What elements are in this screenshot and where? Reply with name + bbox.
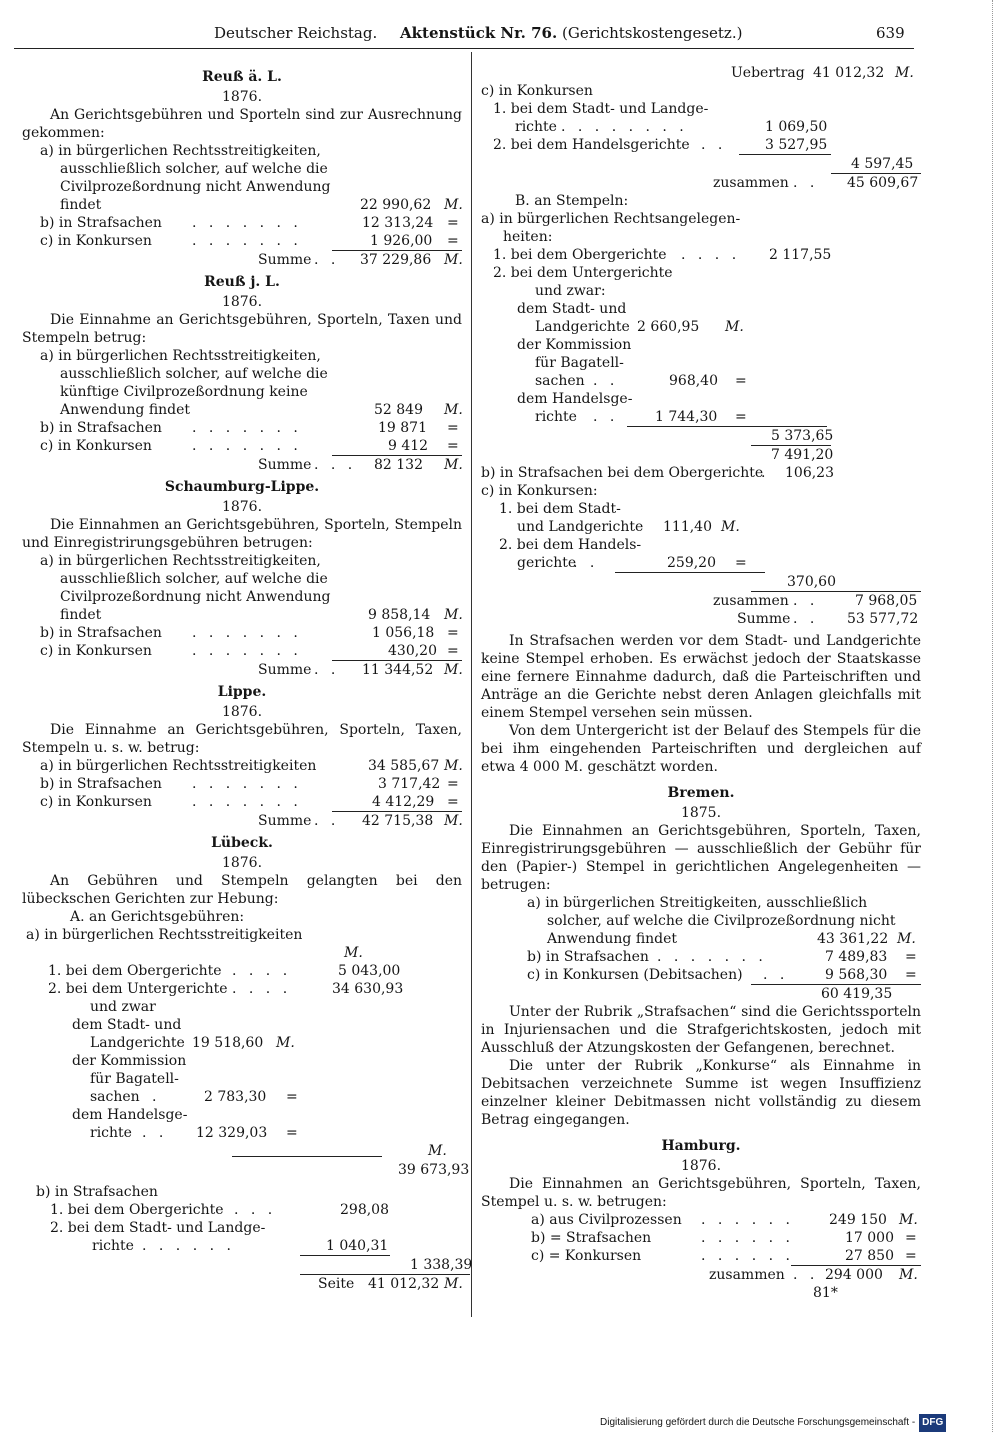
item-c2: 2. bei dem Handelsgerichte . . 3 527,95 bbox=[493, 137, 828, 153]
section-title: Reuß j. L. bbox=[204, 274, 280, 290]
item-a1: 1. bei dem Obergerichte . . . . 5 043,00 bbox=[48, 963, 401, 979]
item-a2-value: 34 630,93 bbox=[332, 981, 404, 997]
luebeck-note-1: In Strafsachen werden vor dem Stadt- und Landgerichte keine Stempel erhoben. Es erwächst jedoch der Staatskasse eine fernere Einnahme dadurch, daß die Parteischriften und Anträge an die Gerichte nebst deren Anlagen gleichfalls mit einem Stempel versehen sein müssen. bbox=[481, 633, 921, 721]
section-lippe bbox=[22, 683, 462, 830]
item-c1: richte . . . . . . . . 1 069,50 bbox=[515, 119, 828, 135]
item-s-value: 2 660,95 bbox=[637, 319, 700, 335]
dfg-logo: DFG bbox=[919, 1414, 946, 1432]
header-title: Deutscher Reichstag. bbox=[214, 24, 378, 42]
item-c: c) in Konkursen (Debitsachen) . . 9 568,30 = bbox=[527, 967, 917, 983]
uebertrag: Uebertrag 41 012,32 M. bbox=[731, 65, 914, 81]
item-sum: Summe . . . 82 132 M. bbox=[258, 457, 463, 473]
item-a-label: a) in bürgerlichen Streitigkeiten, ausschließlich solcher, auf welche die Civilprozeßordnung nicht Anwendung findet bbox=[527, 895, 896, 947]
item-a-value: 43 361,22 bbox=[817, 931, 889, 947]
c-total-value: 4 597,45 bbox=[851, 156, 914, 172]
item-sum: Summe . . 37 229,86 M. bbox=[258, 252, 463, 268]
item-ba1-value: 2 117,55 bbox=[769, 247, 832, 263]
section-schaumburg-lippe: Schaumburg-Lippe. 1876. Die Einnahmen an Gerichtsgebühren, Sporteln, Stempeln und Einregistrirungsgebühren betrugen: a) in bürgerlichen Rechtsstreitigkeiten, ausschließlich solcher, auf welche die Civilprozeßordnung nicht Anwendung findet 9 858,14 M. b) in Strafsachen . . . . . . . 1 056,18 = c) in Konkursen . . . . . . . 430,20 = Summe . . 11 344,52 M. bbox=[22, 479, 463, 678]
running-header bbox=[0, 24, 1000, 46]
item-c-value: 9 412 bbox=[388, 438, 429, 454]
item-a2: 2. bei dem Untergerichte . . . . 34 630,93 bbox=[48, 981, 404, 997]
ba2-total-value: 5 373,65 bbox=[771, 428, 834, 444]
item-c-value: 4 412,29 bbox=[372, 794, 435, 810]
section-intro: Die Einnahmen an Gerichtsgebühren, Sporteln, Stempeln und Einregistrirungsgebühren betrugen: bbox=[22, 517, 462, 551]
b-total-value: 1 338,39 bbox=[410, 1257, 473, 1273]
item-a-value: 52 849 bbox=[374, 402, 423, 418]
a-total-rule bbox=[232, 1156, 382, 1157]
item-seite: Seite 41 012,32 M. bbox=[318, 1276, 463, 1292]
item-c-value: 430,20 bbox=[388, 643, 437, 659]
section-luebeck-continued: Uebertrag 41 012,32 M. c) in Konkursen 1. bei dem Stadt- und Landge- richte . . . . . . . . 1 069,50 2. bei dem Handelsgerichte . . 3 527,95 4 597,45 zusammen . . 45 609,67 B. an Stempeln: a) in bürgerlichen Rechtsangelegen- heiten: 1. bei dem Obergerichte . . . . 2 117,55 2. bei dem Untergerichte und zwar: dem Stadt- und Landgerichte 2 660,95 M. der Kommission für Bagatell- sachen . . 968,40 = dem Handelsge- richte . . 1 744,30 = 5 373,65 7 491,20 b) in Strafsachen bei dem Obergerichte . 106,23 c) in Konkursen: 1. bei dem Stadt- und Landgerichte 111,40 M. 2. bei dem Handels- gerichte . . 259,20 = 370,60 zusammen . . 7 968,05 Summe . . 53 577,72 In Strafsachen werden vor dem Stadt- und Landgerichte keine Stempel erhoben. Es erwächst jedoch der Staatskasse eine fernere Einnahme dadurch, daß die Parteischriften und Anträge an die Gerichte nebst deren Anlagen gleichfalls mit einem Stempel versehen sein müssen. Von dem Untergericht ist der Belauf des Stempels für die bei ihm eingehenden Parteischriften und dergleichen auf etwa 4 000 M. geschätzt worden. bbox=[481, 65, 921, 775]
item-b-total bbox=[22, 1256, 473, 1274]
item-a-label: a) in bürgerlichen Rechtsstreitigkeiten, ausschließlich solcher, auf welche die künftige Civilprozeßordnung keine Anwendung findet bbox=[40, 348, 328, 418]
item-k-value: 968,40 bbox=[669, 373, 718, 389]
scan-edge bbox=[992, 0, 1000, 1432]
item-stadt: Landgerichte 19 518,60 M. bbox=[90, 1035, 295, 1051]
section-year: 1876. bbox=[221, 704, 263, 720]
item-k: sachen . . 968,40 = bbox=[535, 373, 747, 389]
item-komm-value: 2 783,30 bbox=[204, 1089, 267, 1105]
item-bc2-value: 259,20 bbox=[667, 555, 716, 571]
sum-value: 82 132 bbox=[374, 457, 423, 473]
right-column bbox=[481, 64, 921, 1302]
item-c-value: 27 850 bbox=[845, 1248, 894, 1264]
section-title: Lippe. bbox=[217, 684, 267, 700]
item-b: b) in Strafsachen . . . . . . . 1 056,18 = bbox=[40, 625, 459, 641]
item-b-value: 12 313,24 bbox=[362, 215, 434, 231]
item-c2-value: 3 527,95 bbox=[765, 137, 828, 153]
item-b-value: 7 489,83 bbox=[825, 949, 888, 965]
bremen-note-1: Unter der Rubrik „Strafsachen“ sind die Gerichtssporteln in Injuriensachen und die Strafgerichtskosten, jedoch mit Ausschluß der Atzungskosten der Gefangenen, berechnet. bbox=[481, 1004, 921, 1056]
item-c: c) = Konkursen . . . . . . 27 850 = bbox=[531, 1248, 917, 1264]
item-c: c) in Konkursen . . . . . . . 1 926,00 = bbox=[40, 233, 459, 249]
item-a-value: 22 990,62 bbox=[360, 197, 432, 213]
item-b-label: b) in Strafsachen bbox=[36, 1184, 158, 1200]
page-number: 639 bbox=[876, 24, 905, 42]
uebertrag-value: 41 012,32 bbox=[813, 65, 885, 81]
item-sum: Summe . . 42 715,38 M. bbox=[258, 813, 463, 829]
item-s: Landgerichte 2 660,95 M. bbox=[535, 319, 744, 335]
item-a: a) aus Civilprozessen . . . . . . 249 150 M. bbox=[531, 1212, 918, 1228]
item-b-value: 17 000 bbox=[845, 1230, 894, 1246]
item-b: b) in Strafsachen . . . . . . . 3 717,42 = bbox=[40, 776, 459, 792]
item-bb-value: 106,23 bbox=[785, 465, 834, 481]
item-handel-value: 12 329,03 bbox=[196, 1125, 268, 1141]
item-bc2: gerichte . . 259,20 = bbox=[517, 555, 747, 571]
item-sum: zusammen . . 294 000 M. bbox=[709, 1267, 918, 1283]
item-b1-value: 298,08 bbox=[340, 1202, 389, 1218]
column-divider bbox=[471, 52, 472, 1317]
section-title: Lübeck. bbox=[211, 835, 273, 851]
item-ba2-total bbox=[481, 427, 921, 445]
item-a-value: 9 858,14 bbox=[368, 607, 431, 623]
item-c-total bbox=[481, 155, 921, 173]
item-b: b) = Strafsachen . . . . . . 17 000 = bbox=[531, 1230, 917, 1246]
summe-value: 53 577,72 bbox=[847, 611, 919, 627]
section-intro: An Gerichtsgebühren und Sporteln sind zur Ausrechnung gekommen: bbox=[22, 107, 462, 141]
signature-mark: 81* bbox=[813, 1285, 838, 1301]
item-a1-value: 5 043,00 bbox=[338, 963, 401, 979]
zusammen1-value: 45 609,67 bbox=[847, 175, 919, 191]
footer-text: Digitalisierung gefördert durch die Deutsche Forschungsgemeinschaft - bbox=[600, 1417, 916, 1428]
item-h: richte . . 1 744,30 = bbox=[535, 409, 747, 425]
item-handel: richte . . 12 329,03 = bbox=[90, 1125, 298, 1141]
left-column bbox=[22, 64, 473, 1293]
seite-value: 41 012,32 bbox=[368, 1276, 440, 1292]
item-bc1-value: 111,40 bbox=[663, 519, 712, 535]
section-b-heading: B. an Stempeln: bbox=[515, 193, 629, 209]
section-year: 1876. bbox=[221, 294, 263, 310]
section-intro: Die Einnahmen an Gerichtsgebühren, Sporteln, Taxen, Stempel u. s. w. betrugen: bbox=[481, 1176, 921, 1210]
item-b-value: 19 871 bbox=[378, 420, 427, 436]
section-hamburg bbox=[481, 1137, 921, 1302]
item-b: b) in Strafsachen . . . . . . . 7 489,83 = bbox=[527, 949, 917, 965]
sum-value: 42 715,38 bbox=[362, 813, 434, 829]
item-c: c) in Konkursen . . . . . . . 430,20 = bbox=[40, 643, 459, 659]
header-rule bbox=[14, 48, 914, 49]
header-subject: (Gerichtskostengesetz.) bbox=[562, 24, 743, 42]
section-intro: Die Einnahme an Gerichtsgebühren, Sporteln, Taxen, Stempeln u. s. w. betrug: bbox=[22, 722, 462, 756]
section-title: Hamburg. bbox=[661, 1138, 741, 1154]
item-a-label: a) in bürgerlichen Rechtsstreitigkeiten bbox=[26, 927, 303, 943]
item-a: a) in bürgerlichen Rechtsstreitigkeiten 34 585,67 M. bbox=[40, 758, 463, 774]
total-value: 60 419,35 bbox=[821, 986, 893, 1002]
item-komm: sachen . 2 783,30 = bbox=[90, 1089, 298, 1105]
item-a-value: 34 585,67 bbox=[368, 758, 440, 774]
summe: Summe . . 53 577,72 bbox=[737, 611, 919, 627]
bc-total-value: 370,60 bbox=[787, 574, 836, 590]
sum-value: 11 344,52 bbox=[362, 662, 434, 678]
section-year: 1876. bbox=[221, 855, 263, 871]
item-c: c) in Konkursen . . . . . . . 9 412 = bbox=[40, 438, 459, 454]
item-b2-value: 1 040,31 bbox=[326, 1238, 389, 1254]
zusammen1: zusammen . . 45 609,67 bbox=[713, 175, 919, 191]
header-document-number: Aktenstück Nr. 76. bbox=[400, 24, 558, 42]
item-b-value: 3 717,42 bbox=[378, 776, 441, 792]
item-b-value: 1 056,18 bbox=[372, 625, 435, 641]
section-year: 1876. bbox=[221, 499, 263, 515]
item-bc-total bbox=[481, 573, 921, 591]
item-a-value: 249 150 bbox=[829, 1212, 887, 1228]
a-total-value: 39 673,93 bbox=[398, 1162, 470, 1178]
section-bremen: Bremen. 1875. Die Einnahmen an Gerichtsgebühren, Sporteln, Taxen, Einregistrirungsgebühren — ausschließlich der Gebühr für den (Papier-) Stempel in gerichtlichen Angelegenheiten — betrugen: a) in bürgerlichen Streitigkeiten, ausschließlich solcher, auf welche die Civilprozeßordnung nicht Anwendung findet 43 361,22 M. b) in Strafsachen . . . . . . . 7 489,83 = c) in Konkursen (Debitsachen) . . 9 568,30 = 60 419,35 Unter der Rubrik „Strafsachen“ sind die Gerichtssporteln in Injuriensachen und die Strafgerichtskosten, jedoch mit Ausschluß der Atzungskosten der Gefangenen, berechnet. Die unter der Rubrik „Konkurse“ als Einnahme in Debitsachen verzeichnete Summe ist wegen Insuffizienz einzelner kleiner Debitmassen nicht vollständig zu diesem Betrag eingegangen. bbox=[481, 785, 921, 1128]
item-a-label: a) in bürgerlichen Rechtsstreitigkeiten, ausschließlich solcher, auf welche die Civilprozeßordnung nicht Anwendung findet bbox=[40, 553, 331, 623]
digitization-footer bbox=[600, 1414, 960, 1432]
item-a-label: a) in bürgerlichen Rechtsstreitigkeiten, ausschließlich solcher, auf welche die Civilprozeßordnung nicht Anwendung findet bbox=[40, 143, 331, 213]
luebeck-note-2: Von dem Untergericht ist der Belauf des Stempels für die bei ihm eingehenden Parteischriften und dergleichen auf etwa 4 000 M. geschätzt worden. bbox=[481, 723, 921, 775]
section-intro: Die Einnahmen an Gerichtsgebühren, Sporteln, Taxen, Einregistrirungsgebühren — ausschließlich der Gebühr für den (Papier-) Stempel in gerichtlichen Angelegenheiten — betrugen: bbox=[481, 823, 921, 893]
section-intro: An Gebühren und Stempeln gelangten bei den lübeckschen Gerichten zur Hebung: bbox=[22, 873, 462, 907]
section-title: Bremen. bbox=[667, 785, 735, 801]
item-c: c) in Konkursen . . . . . . . 4 412,29 = bbox=[40, 794, 459, 810]
item-total bbox=[481, 985, 921, 1003]
section-year: 1876. bbox=[680, 1158, 722, 1174]
item-ba-total bbox=[481, 446, 921, 464]
bremen-note-2: Die unter der Rubrik „Konkurse“ als Einnahme in Debitsachen verzeichnete Summe ist wegen Insuffizienz einzelner kleiner Debitmassen nicht vollständig zu diesem Betrag eingegangen. bbox=[481, 1058, 921, 1128]
section-year: 1876. bbox=[221, 89, 263, 105]
item-c-value: 1 926,00 bbox=[370, 233, 433, 249]
sum-value: 37 229,86 bbox=[360, 252, 432, 268]
item-stadt-value: 19 518,60 bbox=[192, 1035, 264, 1051]
section-title: Reuß ä. L. bbox=[202, 69, 282, 85]
item-ba1: 1. bei dem Obergerichte . . . . 2 117,55 bbox=[493, 247, 832, 263]
item-a-total bbox=[22, 1161, 470, 1179]
section-title: Schaumburg-Lippe. bbox=[164, 479, 320, 495]
zusammen2-value: 7 968,05 bbox=[855, 593, 918, 609]
sum-value: 294 000 bbox=[825, 1267, 883, 1283]
item-bc1: und Landgerichte 111,40 M. bbox=[517, 519, 740, 535]
item-c1-value: 1 069,50 bbox=[765, 119, 828, 135]
section-luebeck: Lübeck. 1876. An Gebühren und Stempeln gelangten bei den lübeckschen Gerichten zur Hebung: A. an Gerichtsgebühren: a) in bürgerlichen Rechtsstreitigkeiten M. 1. bei dem Obergerichte . . . . 5 043,00 2. bei dem Untergerichte . . . . 34 630,93 und zwar dem Stadt- und Landgerichte 19 518,60 M. der Kommission für Bagatell- sachen . 2 783,30 = dem Handelsge- richte . . 12 329,03 = M. 39 673,93 b) in Strafsachen 1. bei dem Obergerichte . . . 298,08 2. bei dem Stadt- und Landge- richte . . . . . . 1 040,31 1 338,39 Seite 41 012,32 M. bbox=[22, 835, 473, 1292]
ba-total-value: 7 491,20 bbox=[771, 447, 834, 463]
section-a-heading: A. an Gerichtsgebühren: bbox=[70, 909, 245, 925]
item-b2: richte . . . . . . 1 040,31 bbox=[92, 1238, 389, 1254]
zusammen2: zusammen . . 7 968,05 bbox=[713, 593, 918, 609]
item-c-value: 9 568,30 bbox=[825, 967, 888, 983]
item-b: b) in Strafsachen . . . . . . . 12 313,24 = bbox=[40, 215, 459, 231]
item-sum: Summe . . 11 344,52 M. bbox=[258, 662, 463, 678]
item-h-value: 1 744,30 bbox=[655, 409, 718, 425]
item-b: b) in Strafsachen . . . . . . . 19 871 = bbox=[40, 420, 459, 436]
section-reuss-jl: Reuß j. L. 1876. Die Einnahme an Gerichtsgebühren, Sporteln, Taxen und Stempeln betrug: a) in bürgerlichen Rechtsstreitigkeiten, ausschließlich solcher, auf welche die künftige Civilprozeßordnung keine Anwendung findet 52 849 M. b) in Strafsachen . . . . . . . 19 871 = c) in Konkursen . . . . . . . 9 412 = Summe . . . 82 132 M. bbox=[22, 274, 463, 473]
section-reuss-al: Reuß ä. L. 1876. An Gerichtsgebühren und Sporteln sind zur Ausrechnung gekommen: a) in bürgerlichen Rechtsstreitigkeiten, ausschließlich solcher, auf welche die Civilprozeßordnung nicht Anwendung findet 22 990,62 M. b) in Strafsachen . . . . . . . 12 313,24 = c) in Konkursen . . . . . . . 1 926,00 = Summe . . 37 229,86 M. bbox=[22, 69, 463, 268]
item-bb: b) in Strafsachen bei dem Obergerichte . 106,23 bbox=[481, 465, 834, 481]
section-year: 1875. bbox=[680, 805, 722, 821]
section-intro: Die Einnahme an Gerichtsgebühren, Sporteln, Taxen und Stempeln betrug: bbox=[22, 312, 462, 346]
item-b1: 1. bei dem Obergerichte . . . 298,08 bbox=[50, 1202, 389, 1218]
